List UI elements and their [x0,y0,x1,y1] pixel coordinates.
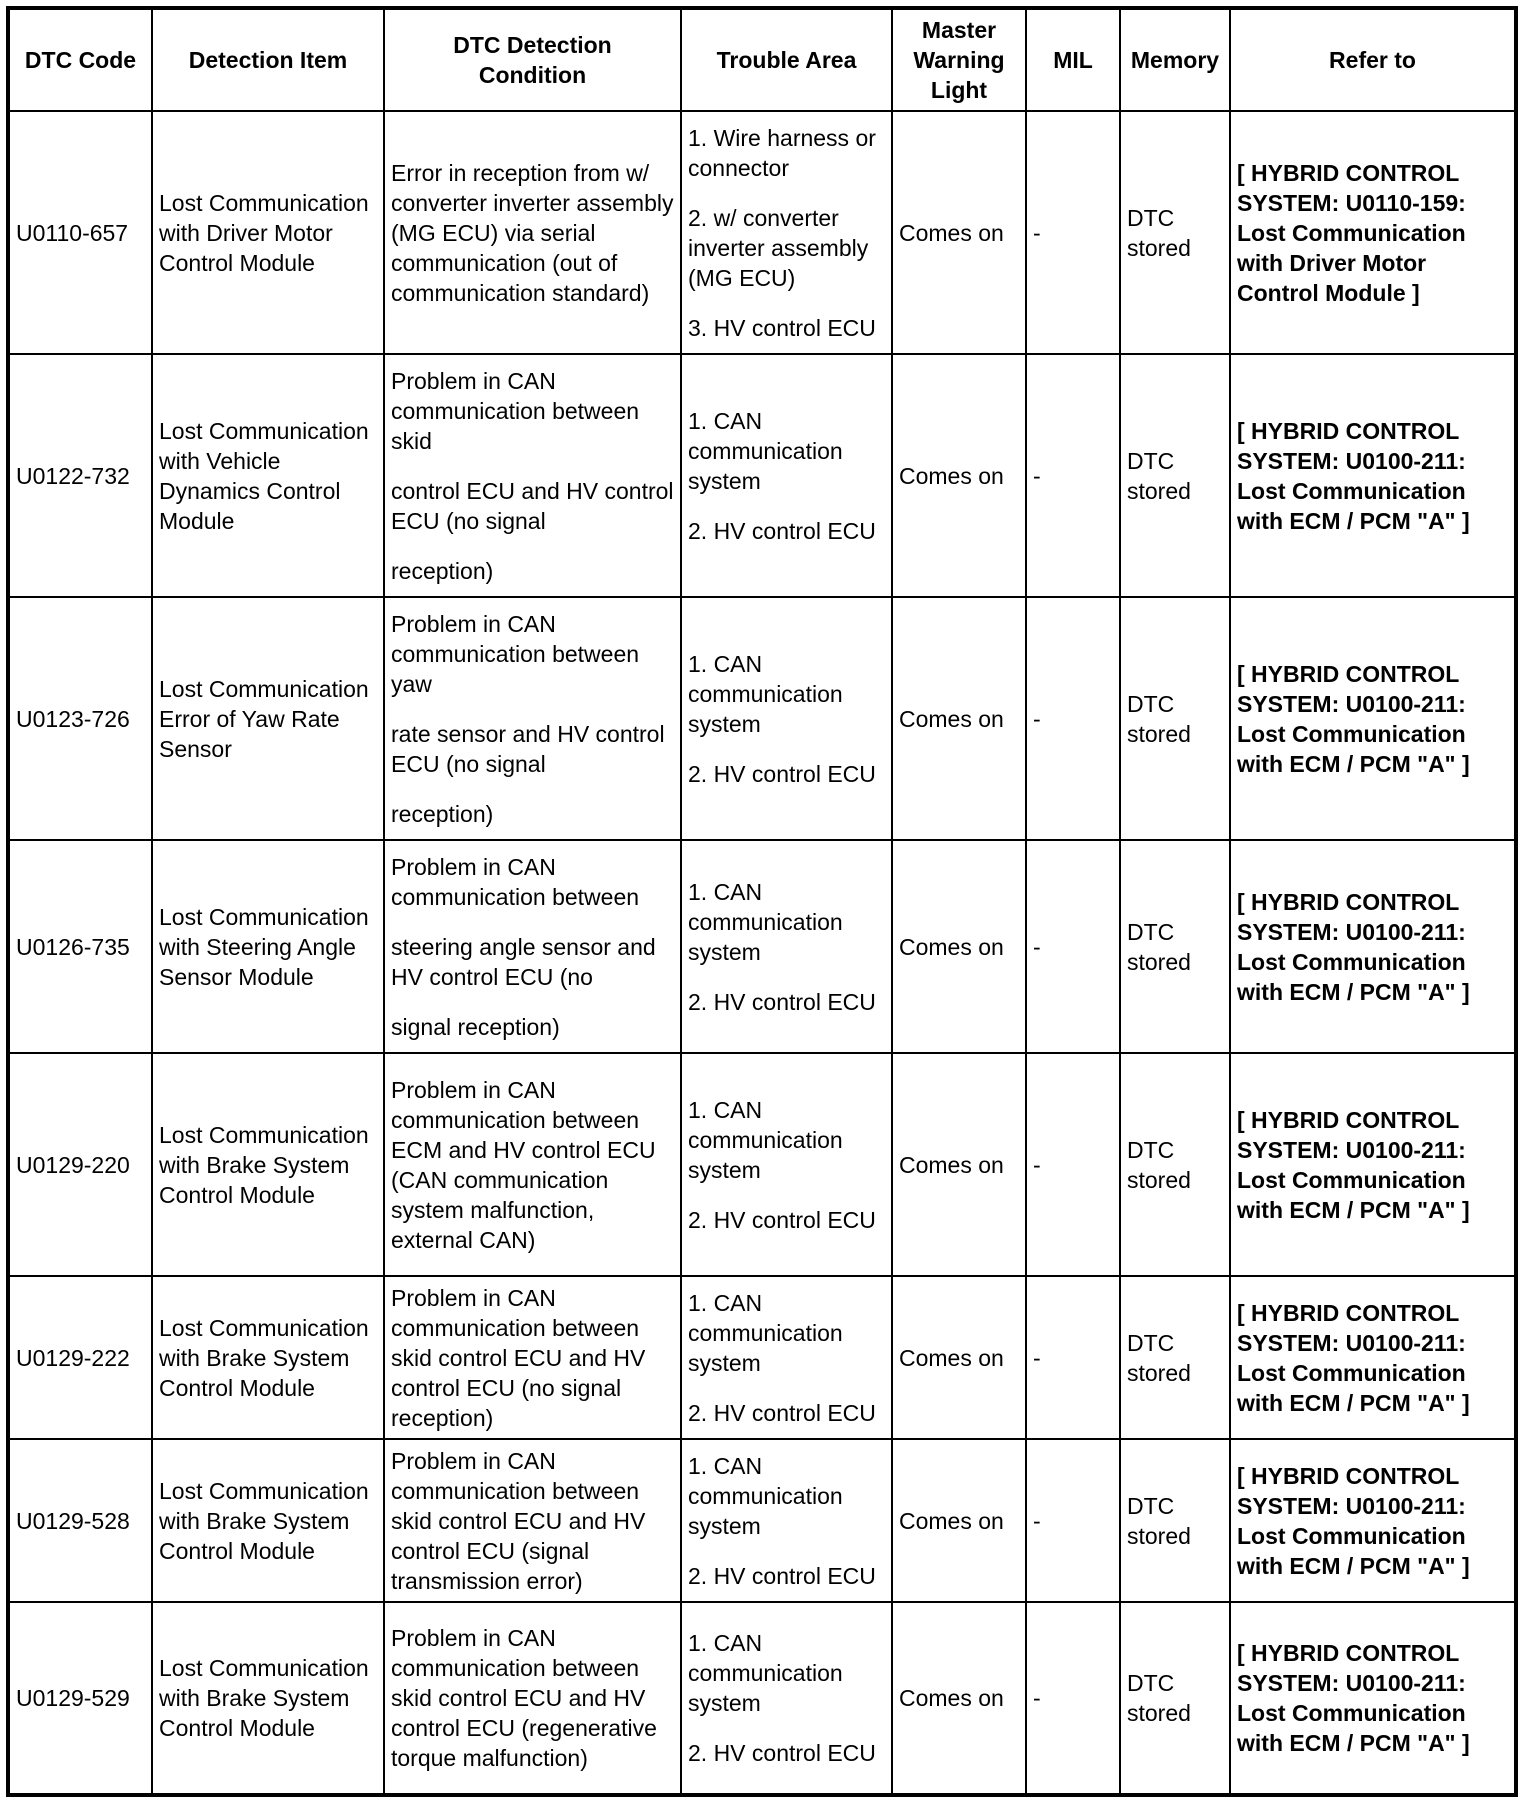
trouble-item: 1. CAN communication system [688,407,843,494]
trouble-item: 1. CAN communication system [688,650,843,737]
detection-condition [384,1439,681,1602]
detection-item: Lost Communication with Steering Angle Sensor Module [152,840,384,1053]
trouble-item: 2. HV control ECU [688,1399,876,1426]
detection-condition [384,597,681,840]
condition-paragraph: Problem in CAN communication between skid control ECU and HV control ECU (no signal reception) [391,1284,646,1431]
dtc-code: U0129-528 [8,1439,152,1602]
trouble-item: 2. w/ converter inverter assembly (MG ECU) [688,204,869,291]
header-detection-item: Detection Item [152,8,384,111]
mil-value: - [1026,354,1120,597]
trouble-area [681,597,892,840]
dtc-code: U0122-732 [8,354,152,597]
detection-item: Lost Communication with Vehicle Dynamics Control Module [152,354,384,597]
condition-paragraph: steering angle sensor and HV control ECU (no [391,933,656,990]
trouble-area [681,111,892,354]
trouble-item: 1. CAN communication system [688,1096,843,1183]
table-row [8,1053,1516,1276]
master-warning-light: Comes on [892,354,1026,597]
memory-value: DTC stored [1120,597,1230,840]
trouble-item: 1. CAN communication system [688,1452,843,1539]
mil-value: - [1026,840,1120,1053]
table-row [8,1602,1516,1795]
mil-value: - [1026,1439,1120,1602]
trouble-item: 1. CAN communication system [688,1289,843,1376]
master-warning-light: Comes on [892,1053,1026,1276]
refer-to-link: [ HYBRID CONTROL SYSTEM: U0110-159: Lost Communication with Driver Motor Control Module ] [1230,111,1516,354]
memory-value: DTC stored [1120,111,1230,354]
refer-to-link: [ HYBRID CONTROL SYSTEM: U0100-211: Lost Communication with ECM / PCM "A" ] [1230,840,1516,1053]
condition-paragraph: Problem in CAN communication between yaw [391,610,640,697]
condition-paragraph: reception) [391,800,494,827]
header-detection-condition: DTC Detection Condition [384,8,681,111]
mil-value: - [1026,111,1120,354]
header-row [8,8,1516,111]
header-dtc-code: DTC Code [8,8,152,111]
detection-item: Lost Communication with Brake System Control Module [152,1053,384,1276]
trouble-area [681,840,892,1053]
detection-item: Lost Communication with Driver Motor Control Module [152,111,384,354]
header-trouble-area: Trouble Area [681,8,892,111]
trouble-item: 2. HV control ECU [688,760,876,787]
dtc-code: U0123-726 [8,597,152,840]
table-row [8,840,1516,1053]
mil-value: - [1026,597,1120,840]
memory-value: DTC stored [1120,1602,1230,1795]
master-warning-light: Comes on [892,111,1026,354]
table-row [8,1439,1516,1602]
master-warning-light: Comes on [892,1602,1026,1795]
condition-paragraph: Problem in CAN communication between skid [391,367,640,454]
condition-paragraph: Problem in CAN communication between ECM and HV control ECU (CAN communication system malfunction, external CAN) [391,1076,656,1253]
dtc-code: U0129-220 [8,1053,152,1276]
dtc-code: U0126-735 [8,840,152,1053]
master-warning-light: Comes on [892,1276,1026,1439]
dtc-code: U0129-222 [8,1276,152,1439]
table-body [8,111,1516,1795]
dtc-code: U0129-529 [8,1602,152,1795]
refer-to-link: [ HYBRID CONTROL SYSTEM: U0100-211: Lost Communication with ECM / PCM "A" ] [1230,354,1516,597]
mil-value: - [1026,1053,1120,1276]
trouble-item: 2. HV control ECU [688,517,876,544]
table-row [8,354,1516,597]
condition-paragraph: signal reception) [391,1013,560,1040]
trouble-item: 2. HV control ECU [688,988,876,1015]
condition-paragraph: rate sensor and HV control ECU (no signal [391,720,665,777]
trouble-item: 3. HV control ECU [688,314,876,341]
condition-paragraph: Problem in CAN communication between [391,853,640,910]
detection-item: Lost Communication with Brake System Control Module [152,1439,384,1602]
detection-condition [384,111,681,354]
master-warning-light: Comes on [892,597,1026,840]
memory-value: DTC stored [1120,1439,1230,1602]
table-row [8,1276,1516,1439]
header-mil: MIL [1026,8,1120,111]
refer-to-link: [ HYBRID CONTROL SYSTEM: U0100-211: Lost Communication with ECM / PCM "A" ] [1230,1053,1516,1276]
detection-condition [384,1276,681,1439]
condition-paragraph: reception) [391,557,494,584]
trouble-area [681,354,892,597]
mil-value: - [1026,1602,1120,1795]
trouble-area [681,1053,892,1276]
condition-paragraph: Error in reception from w/ converter inverter assembly (MG ECU) via serial communication (out of communication standard) [391,159,674,306]
trouble-area [681,1439,892,1602]
dtc-table [6,6,1518,1797]
trouble-area [681,1276,892,1439]
master-warning-light: Comes on [892,1439,1026,1602]
refer-to-link: [ HYBRID CONTROL SYSTEM: U0100-211: Lost Communication with ECM / PCM "A" ] [1230,1602,1516,1795]
detection-condition [384,354,681,597]
trouble-item: 2. HV control ECU [688,1740,876,1766]
detection-item: Lost Communication with Brake System Control Module [152,1276,384,1439]
refer-to-link: [ HYBRID CONTROL SYSTEM: U0100-211: Lost Communication with ECM / PCM "A" ] [1230,1439,1516,1602]
trouble-item: 1. CAN communication system [688,878,843,965]
detection-item: Lost Communication with Brake System Control Module [152,1602,384,1795]
header-master-warning-light: Master Warning Light [892,8,1026,111]
memory-value: DTC stored [1120,354,1230,597]
condition-paragraph: control ECU and HV control ECU (no signal [391,477,674,534]
dtc-code: U0110-657 [8,111,152,354]
trouble-item: 2. HV control ECU [688,1562,876,1589]
refer-to-link: [ HYBRID CONTROL SYSTEM: U0100-211: Lost Communication with ECM / PCM "A" ] [1230,1276,1516,1439]
detection-item: Lost Communication Error of Yaw Rate Sensor [152,597,384,840]
refer-to-link: [ HYBRID CONTROL SYSTEM: U0100-211: Lost Communication with ECM / PCM "A" ] [1230,597,1516,840]
table-row [8,597,1516,840]
detection-condition [384,840,681,1053]
trouble-item: 1. CAN communication system [688,1630,843,1716]
master-warning-light: Comes on [892,840,1026,1053]
detection-condition [384,1602,681,1795]
mil-value: - [1026,1276,1120,1439]
header-memory: Memory [1120,8,1230,111]
trouble-area [681,1602,892,1795]
trouble-item: 2. HV control ECU [688,1206,876,1233]
trouble-item: 1. Wire harness or connector [688,124,876,181]
memory-value: DTC stored [1120,840,1230,1053]
condition-paragraph: Problem in CAN communication between skid control ECU and HV control ECU (signal transmission error) [391,1447,646,1594]
header-refer-to: Refer to [1230,8,1516,111]
table-row [8,111,1516,354]
detection-condition [384,1053,681,1276]
condition-paragraph: Problem in CAN communication between skid control ECU and HV control ECU (regenerative torque malfunction) [391,1625,657,1771]
memory-value: DTC stored [1120,1276,1230,1439]
memory-value: DTC stored [1120,1053,1230,1276]
